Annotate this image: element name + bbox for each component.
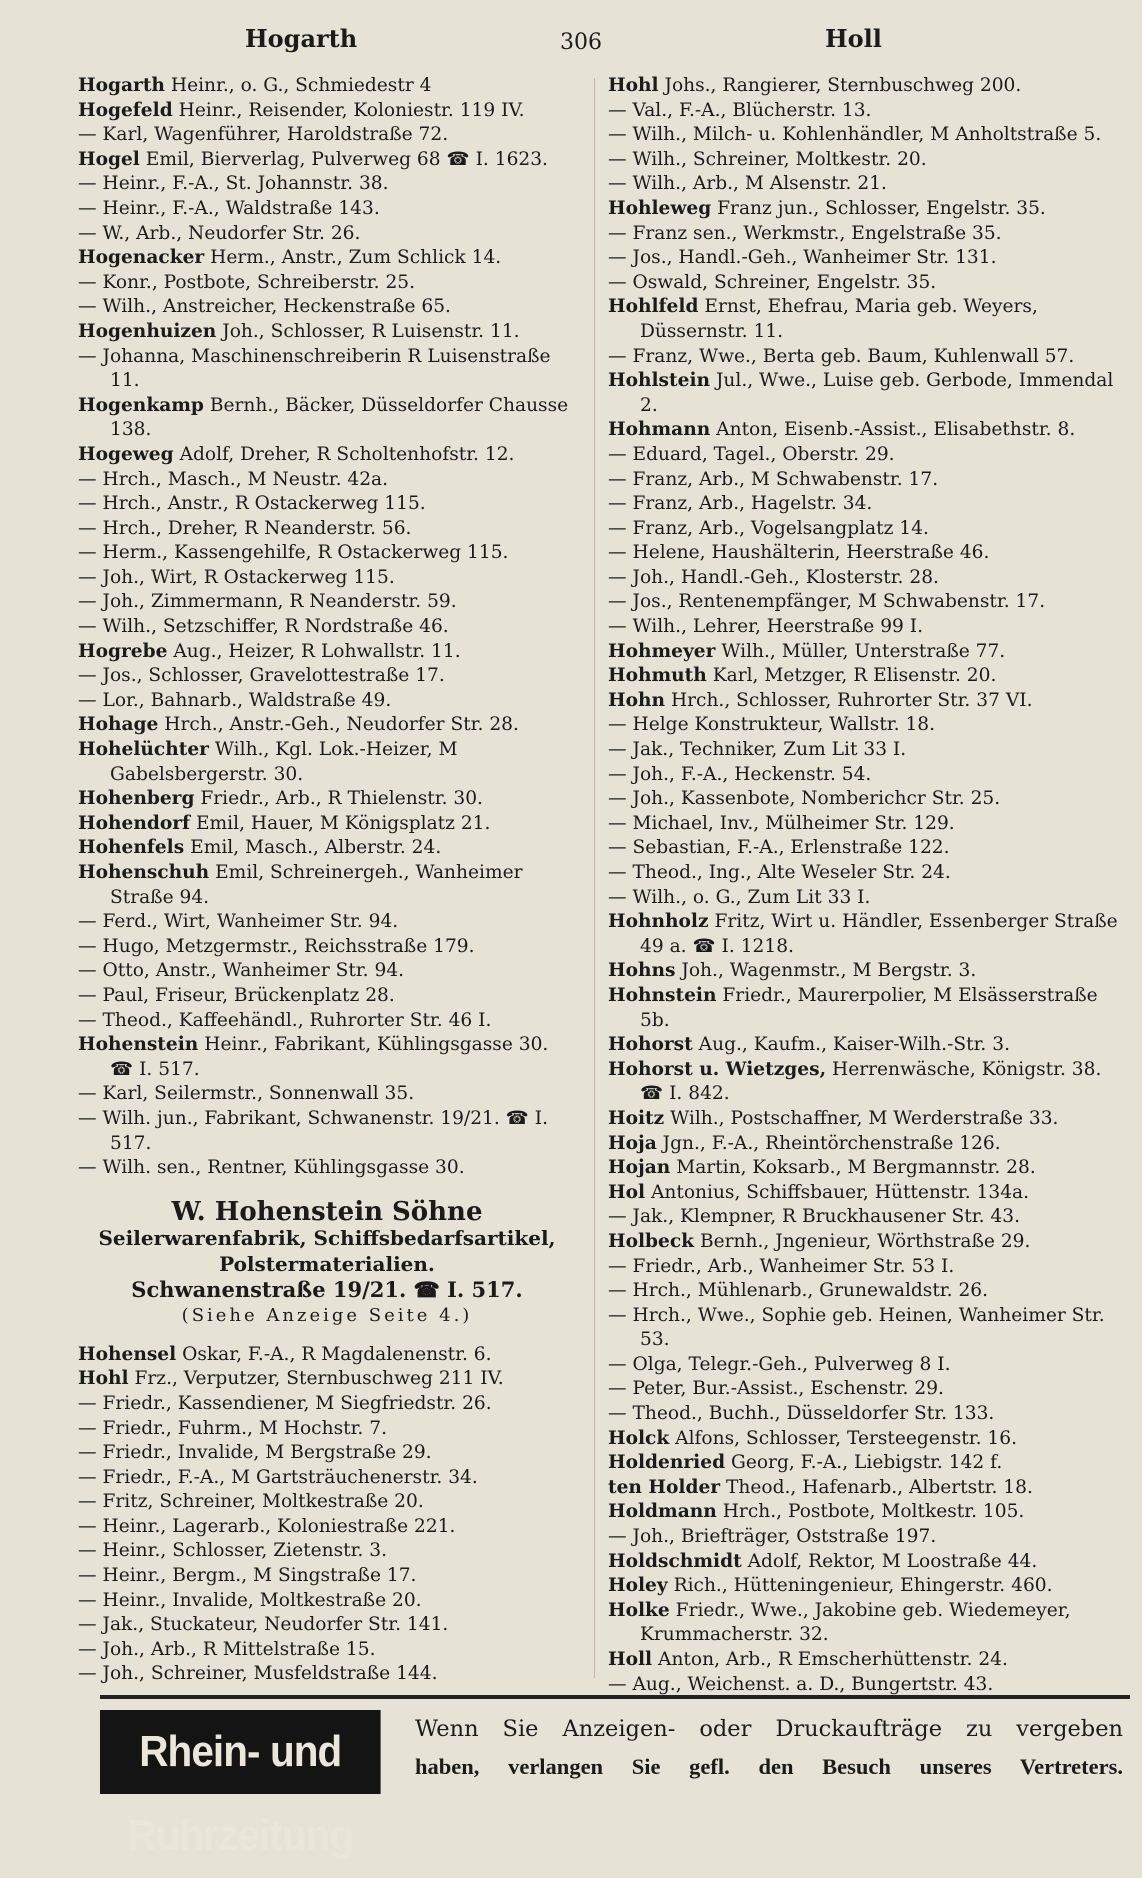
entry-details: — Friedr., Invalide, M Bergstraße 29. [78,1442,432,1464]
directory-entry [608,1402,1123,1427]
entry-details: Heinr., Reisender, Koloniestr. 119 IV. [178,99,525,121]
entry-details: — Heinr., Bergm., M Singstraße 17. [78,1565,417,1587]
entry-surname: Hohlfeld [608,296,699,318]
entry-details: Jgn., F.-A., Rheintörchenstraße 126. [662,1132,1001,1154]
entry-details: Oskar, F.-A., R Magdalenenstr. 6. [182,1343,492,1365]
entry-details: Joh., Wagenmstr., M Bergstr. 3. [681,960,977,982]
directory-entry [608,984,1123,1033]
directory-entry [608,566,1123,591]
entry-details: — Hrch., Mühlenarb., Grunewaldstr. 26. [608,1280,989,1302]
entry-details: Herm., Anstr., Zum Schlick 14. [210,247,502,269]
directory-entry [78,1662,576,1687]
left-entries-after [78,1343,576,1687]
entry-details: — Franz, Arb., M Schwabenstr. 17. [608,468,939,490]
directory-entry [78,246,576,271]
directory-entry [78,1515,576,1540]
directory-entry [608,517,1123,542]
entry-details: Wilh., Müller, Unterstraße 77. [721,640,1006,662]
ad-reference: (Siehe Anzeige Seite 4.) [181,1304,473,1326]
directory-entry [608,861,1123,886]
directory-entry [78,959,576,984]
entry-details: — Friedr., F.-A., M Gartsträuchenerstr. 34. [78,1466,478,1488]
directory-entry [608,1132,1123,1157]
directory-entry [78,713,576,738]
entry-details: Theod., Hafenarb., Albertstr. 18. [726,1476,1033,1498]
directory-entry [608,1550,1123,1575]
entry-details: — Wilh., o. G., Zum Lit 33 I. [608,886,871,908]
entry-surname: Hogarth [78,75,165,96]
entry-surname: Hohendorf [78,812,191,834]
entry-details: — Joh., Arb., R Mittelstraße 15. [78,1638,376,1660]
entry-surname: Hohleweg [608,197,712,219]
entry-surname: Holbeck [608,1230,695,1252]
entry-details: — Lor., Bahnarb., Waldstraße 49. [78,689,392,711]
entry-details: Joh., Schlosser, R Luisenstr. 11. [222,320,520,342]
directory-entry [608,1648,1123,1673]
directory-entry [608,99,1123,124]
entry-details: Karl, Metzger, R Elisenstr. 20. [712,665,997,687]
entry-surname: Hohenschuh [78,862,210,883]
entry-details: — Wilh., Arb., M Alsenstr. 21. [608,173,887,195]
entry-details: Hrch., Schlosser, Ruhrorter Str. 37 VI. [670,689,1033,711]
directory-entry [608,910,1123,959]
directory-entry [78,812,576,837]
directory-entry [608,1058,1123,1107]
entry-details: Jul., Wwe., Luise geb. Gerbode, Immendal 2. [640,370,1114,416]
directory-entry [608,812,1123,837]
directory-entry [608,246,1123,271]
entry-surname: Hohenberg [78,788,195,810]
entry-details: — Franz sen., Werkmstr., Engelstraße 35. [608,222,1002,244]
column-divider [594,78,595,1678]
directory-entry [608,123,1123,148]
entry-details: Hrch., Anstr.-Geh., Neudorfer Str. 28. [164,714,519,736]
entry-details: — Jak., Techniker, Zum Lit 33 I. [608,739,907,761]
entry-surname: Hoja [608,1132,657,1154]
directory-entry [78,1156,576,1181]
entry-details: — Herm., Kassengehilfe, R Ostackerweg 115. [78,542,509,564]
entry-details: Ernst, Ehefrau, Maria geb. Weyers, Düssernstr. 11. [640,296,1038,342]
directory-entry [608,222,1123,247]
entry-surname: Hohnholz [608,911,709,933]
entry-surname: Hohensel [78,1343,177,1365]
entry-surname: Holke [608,1599,670,1621]
entry-details: Aug., Heizer, R Lohwallstr. 11. [173,640,461,662]
entry-surname: Hohns [608,960,676,982]
directory-entry [78,935,576,960]
entry-details: — Heinr., Invalide, Moltkestraße 20. [78,1589,422,1611]
entry-details: — Heinr., Schlosser, Zietenstr. 3. [78,1540,387,1562]
footer-line-2: haben, verlangen Sie gefl. den Besuch unseres Vertreters. [415,1754,1123,1779]
entry-details: — Eduard, Tagel., Oberstr. 29. [608,443,895,465]
entry-details: — Heinr., F.-A., St. Johannstr. 38. [78,173,389,195]
directory-entry [78,590,576,615]
directory-entry [78,1466,576,1491]
entry-details: — Franz, Wwe., Berta geb. Baum, Kuhlenwall 57. [608,345,1075,367]
directory-entry [608,468,1123,493]
entry-surname: Hol [608,1181,646,1203]
entry-details: Frz., Verputzer, Sternbuschweg 211 IV. [134,1368,504,1390]
directory-entry [78,1638,576,1663]
directory-entry [608,1181,1123,1206]
directory-entry [608,148,1123,173]
directory-entry [78,74,576,99]
entry-details: — Konr., Postbote, Schreiberstr. 25. [78,271,416,293]
ad-firm-name: W. Hohenstein Söhne [171,1196,483,1227]
entry-details: — Jos., Rentenempfänger, M Schwabenstr. 17. [608,591,1046,613]
header-left-keyword: Hogarth [245,24,358,53]
directory-entry [78,541,576,566]
entry-details: Aug., Kaufm., Kaiser-Wilh.-Str. 3. [698,1034,1010,1056]
entry-details: Adolf, Dreher, R Scholtenhofstr. 12. [179,443,515,465]
directory-entry [78,1392,576,1417]
directory-entry [78,1564,576,1589]
entry-surname: Hohlstein [608,370,711,392]
ad-line-1: Seilerwarenfabrik, Schiffsbedarfsartikel, [98,1225,556,1250]
entry-details: — Hrch., Wwe., Sophie geb. Heinen, Wanheimer Str. 53. [608,1304,1105,1351]
entry-details: — Hrch., Anstr., R Ostackerweg 115. [78,493,426,515]
entry-surname: Hohenfels [78,837,185,859]
entry-surname: Hohl [608,75,659,96]
entry-details: — Joh., Kassenbote, Nomberichcr Str. 25. [608,788,1001,810]
entry-details: Adolf, Rektor, M Loostraße 44. [747,1550,1038,1572]
right-entries [608,74,1123,1697]
directory-entry [608,1304,1123,1353]
entry-details: — Jos., Handl.-Geh., Wanheimer Str. 131. [608,247,997,269]
entry-details: — Hrch., Dreher, R Neanderstr. 56. [78,517,412,539]
entry-details: — Wilh., Schreiner, Moltkestr. 20. [608,148,927,170]
entry-details: — Michael, Inv., Mülheimer Str. 129. [608,812,955,834]
directory-entry [78,99,576,124]
directory-entry [608,836,1123,861]
entry-details: — Otto, Anstr., Wanheimer Str. 94. [78,960,405,982]
entry-details: — Johanna, Maschinenschreiberin R Luisenstraße 11. [78,345,551,392]
directory-entry [78,689,576,714]
directory-entry [78,172,576,197]
entry-details: Antonius, Schiffsbauer, Hüttenstr. 134a. [650,1181,1030,1203]
entry-details: — Joh., F.-A., Heckenstr. 54. [608,763,872,785]
footer-rule [100,1695,1130,1699]
entry-details: — Val., F.-A., Blücherstr. 13. [608,99,872,121]
entry-details: — Karl, Seilermstr., Sonnenwall 35. [78,1083,415,1105]
newspaper-banner: Rhein- und Ruhrzeitung [100,1710,381,1794]
directory-entry [78,1613,576,1638]
directory-entry [608,1574,1123,1599]
entry-details: — Wilh., Lehrer, Heerstraße 99 I. [608,616,924,638]
entry-details: — Wilh., Anstreicher, Heckenstraße 65. [78,296,451,318]
directory-entry [608,787,1123,812]
directory-entry [78,1343,576,1368]
directory-entry [608,172,1123,197]
entry-details: Wilh., Postschaffner, M Werderstraße 33. [670,1107,1059,1129]
directory-entry [78,836,576,861]
directory-entry [78,910,576,935]
directory-entry [78,640,576,665]
entry-details: Anton, Eisenb.-Assist., Elisabethstr. 8. [716,419,1076,441]
entry-surname: Hohorst u. Wietzges, [608,1058,827,1080]
entry-details: — Helge Konstrukteur, Wallstr. 18. [608,714,936,736]
entry-surname: Hohl [78,1368,129,1390]
directory-entry [78,295,576,320]
directory-entry [608,1599,1123,1648]
entry-details: Johs., Rangierer, Sternbuschweg 200. [664,75,1022,96]
directory-entry [608,1156,1123,1181]
entry-details: — Franz, Arb., Hagelstr. 34. [608,493,873,515]
directory-entry [608,1205,1123,1230]
entry-details: — Joh., Wirt, R Ostackerweg 115. [78,566,395,588]
entry-surname: ten Holder [608,1476,721,1498]
entry-surname: Hohorst [608,1034,693,1056]
directory-entry [608,197,1123,222]
entry-details: — Hrch., Masch., M Neustr. 42a. [78,468,389,490]
entry-details: — Heinr., Lagerarb., Koloniestraße 221. [78,1515,456,1537]
directory-entry [78,1009,576,1034]
directory-entry [78,517,576,542]
directory-entry [608,1525,1123,1550]
entry-details: — Sebastian, F.-A., Erlenstraße 122. [608,837,950,859]
entry-details: — Jak., Stuckateur, Neudorfer Str. 141. [78,1614,449,1636]
directory-entry [78,1033,576,1082]
entry-details: Friedr., Arb., R Thielenstr. 30. [200,788,483,810]
entry-details: — Olga, Telegr.-Geh., Pulverweg 8 I. [608,1353,951,1375]
entry-details: — Wilh., Setzschiffer, R Nordstraße 46. [78,616,449,638]
directory-entry [608,271,1123,296]
entry-surname: Hohmann [608,419,711,441]
directory-entry [78,468,576,493]
entry-details: Friedr., Maurerpolier, M Elsässerstraße 5b. [640,984,1098,1031]
directory-entry [608,1427,1123,1452]
ad-address: Schwanenstraße 19/21. ☎ I. 517. [131,1276,523,1302]
directory-entry [78,222,576,247]
entry-details: — Joh., Zimmermann, R Neanderstr. 59. [78,591,457,613]
entry-surname: Hoitz [608,1107,665,1129]
left-entries [78,74,576,1181]
directory-entry [608,1353,1123,1378]
entry-surname: Hogenacker [78,247,205,269]
entry-details: — Peter, Bur.-Assist., Eschenstr. 29. [608,1378,944,1400]
left-column [78,74,576,1687]
directory-entry [78,1490,576,1515]
directory-entry [608,1230,1123,1255]
entry-details: — Theod., Kaffeehändl., Ruhrorter Str. 46 I. [78,1009,492,1031]
directory-entry [78,1441,576,1466]
directory-entry [78,1417,576,1442]
entry-surname: Hogel [78,148,140,170]
entry-details: Heinr., Fabrikant, Kühlingsgasse 30. ☎ I. 517. [110,1034,549,1080]
directory-entry [608,615,1123,640]
directory-entry [78,148,576,173]
directory-entry [608,1279,1123,1304]
entry-details: — Theod., Ing., Alte Weseler Str. 24. [608,862,951,883]
entry-details: Bernh., Bäcker, Düsseldorfer Chausse 138. [110,394,569,441]
directory-entry [78,123,576,148]
footer-line-1: Wenn Sie Anzeigen- oder Druckaufträge zu vergeben [415,1716,1123,1742]
directory-entry [608,492,1123,517]
entry-details: — Joh., Schreiner, Musfeldstraße 144. [78,1663,438,1685]
directory-entry [78,197,576,222]
header-right-keyword: Holl [825,24,882,53]
directory-entry [608,345,1123,370]
directory-entry [78,787,576,812]
directory-entry [608,959,1123,984]
entry-details: — Wilh. sen., Rentner, Kühlingsgasse 30. [78,1157,465,1179]
entry-details: Anton, Arb., R Emscherhüttenstr. 24. [658,1649,1008,1670]
entry-details: — Joh., Handl.-Geh., Klosterstr. 28. [608,566,939,588]
directory-entry [608,1451,1123,1476]
directory-entry [608,713,1123,738]
entry-details: — Karl, Wagenführer, Haroldstraße 72. [78,124,449,146]
entry-details: Emil, Hauer, M Königsplatz 21. [195,812,491,834]
entry-details: Wilh., Kgl. Lok.-Heizer, M Gabelsbergerstr. 30. [110,739,458,785]
directory-entry [78,271,576,296]
directory-entry [608,664,1123,689]
entry-details: — W., Arb., Neudorfer Str. 26. [78,222,361,244]
entry-surname: Holck [608,1427,670,1449]
entry-details: Herrenwäsche, Königstr. 38. ☎ I. 842. [640,1058,1102,1105]
entry-surname: Hohn [608,689,666,711]
entry-details: Emil, Schreinergeh., Wanheimer Straße 94. [110,862,523,908]
directory-entry [608,1033,1123,1058]
directory-entry [608,1673,1123,1698]
entry-surname: Hogeweg [78,443,174,465]
entry-details: Friedr., Wwe., Jakobine geb. Wiedemeyer, Krummacherstr. 32. [640,1599,1071,1646]
entry-details: — Hugo, Metzgermstr., Reichsstraße 179. [78,935,475,957]
entry-details: Bernh., Jngenieur, Wörthstraße 29. [700,1230,1031,1252]
directory-entry [78,984,576,1009]
entry-details: — Fritz, Schreiner, Moltkestraße 20. [78,1491,424,1513]
entry-surname: Hohenstein [78,1034,199,1056]
entry-details: — Friedr., Arb., Wanheimer Str. 53 I. [608,1255,955,1277]
entry-surname: Holdschmidt [608,1550,742,1572]
directory-entry [78,394,576,443]
footer-ad-text [415,1710,1123,1786]
directory-entry [78,443,576,468]
directory-entry [608,1107,1123,1132]
entry-surname: Holl [608,1649,653,1670]
directory-entry [78,345,576,394]
entry-details: — Jak., Klempner, R Bruckhausener Str. 43. [608,1206,1020,1228]
entry-details: — Jos., Schlosser, Gravelottestraße 17. [78,665,445,687]
entry-details: — Joh., Briefträger, Oststraße 197. [608,1526,937,1548]
entry-surname: Hohmeyer [608,640,716,662]
entry-surname: Holdenried [608,1452,726,1474]
directory-entry [608,1476,1123,1501]
entry-details: Heinr., o. G., Schmiedestr 4 [170,75,432,96]
entry-details: Franz jun., Schlosser, Engelstr. 35. [717,197,1046,219]
entry-details: — Oswald, Schreiner, Engelstr. 35. [608,271,937,293]
ad-line-2: Polstermaterialien. [219,1251,435,1276]
entry-details: — Aug., Weichenst. a. D., Bungertstr. 43. [608,1673,994,1695]
directory-entry [608,886,1123,911]
directory-entry [608,763,1123,788]
directory-entry [608,1500,1123,1525]
directory-entry [78,1107,576,1156]
entry-details: — Friedr., Fuhrm., M Hochstr. 7. [78,1417,387,1439]
entry-details: Hrch., Postbote, Moltkestr. 105. [722,1501,1025,1523]
entry-surname: Hohelüchter [78,739,209,761]
directory-entry [78,615,576,640]
entry-details: — Franz, Arb., Vogelsangplatz 14. [608,517,929,539]
entry-details: — Paul, Friseur, Brückenplatz 28. [78,984,395,1006]
directory-entry [78,861,576,910]
entry-details: Fritz, Wirt u. Händler, Essenberger Straße 49 a. ☎ I. 1218. [640,911,1118,957]
entry-details: — Theod., Buchh., Düsseldorfer Str. 133. [608,1403,995,1425]
directory-entry [608,418,1123,443]
advertisement-box [78,1196,576,1329]
directory-entry [78,566,576,591]
entry-details: Georg, F.-A., Liebigstr. 142 f. [731,1452,1003,1474]
directory-entry [608,74,1123,99]
entry-surname: Holdmann [608,1501,717,1523]
directory-entry [608,295,1123,344]
entry-details: — Friedr., Kassendiener, M Siegfriedstr. 26. [78,1392,492,1414]
entry-details: — Wilh. jun., Fabrikant, Schwanenstr. 19/21. ☎ I. 517. [78,1107,548,1154]
entry-surname: Hogenhuizen [78,320,217,342]
entry-details: Rich., Hütteningenieur, Ehingerstr. 460. [673,1575,1053,1597]
entry-surname: Hohmuth [608,665,707,687]
entry-details: Alfons, Schlosser, Tersteegenstr. 16. [675,1427,1017,1449]
directory-entry [78,1539,576,1564]
entry-details: Emil, Bierverlag, Pulverweg 68 ☎ I. 1623. [145,148,548,170]
directory-entry [78,1082,576,1107]
entry-surname: Holey [608,1575,668,1597]
entry-details: — Helene, Haushälterin, Heerstraße 46. [608,542,990,564]
entry-surname: Hogefeld [78,99,173,121]
right-column [608,74,1123,1697]
directory-entry [78,738,576,787]
directory-entry [608,443,1123,468]
entry-details: — Wilh., Milch- u. Kohlenhändler, M Anholtstraße 5. [608,124,1102,146]
entry-surname: Hojan [608,1157,671,1179]
directory-entry [608,369,1123,418]
directory-entry [608,689,1123,714]
entry-details: — Ferd., Wirt, Wanheimer Str. 94. [78,911,399,933]
directory-entry [608,738,1123,763]
directory-entry [608,541,1123,566]
entry-details: Emil, Masch., Alberstr. 24. [190,837,442,859]
directory-entry [78,320,576,345]
directory-entry [78,1589,576,1614]
directory-entry [78,664,576,689]
directory-entry [608,1255,1123,1280]
entry-details: — Heinr., F.-A., Waldstraße 143. [78,197,380,219]
page-number: 306 [560,30,602,55]
directory-entry [608,1377,1123,1402]
directory-entry [78,1367,576,1392]
entry-surname: Hohnstein [608,984,717,1006]
entry-surname: Hogenkamp [78,394,204,416]
entry-surname: Hogrebe [78,640,168,662]
directory-entry [78,492,576,517]
directory-entry [608,640,1123,665]
directory-entry [608,590,1123,615]
entry-surname: Hohage [78,714,159,736]
entry-details: Martin, Koksarb., M Bergmannstr. 28. [676,1157,1036,1179]
